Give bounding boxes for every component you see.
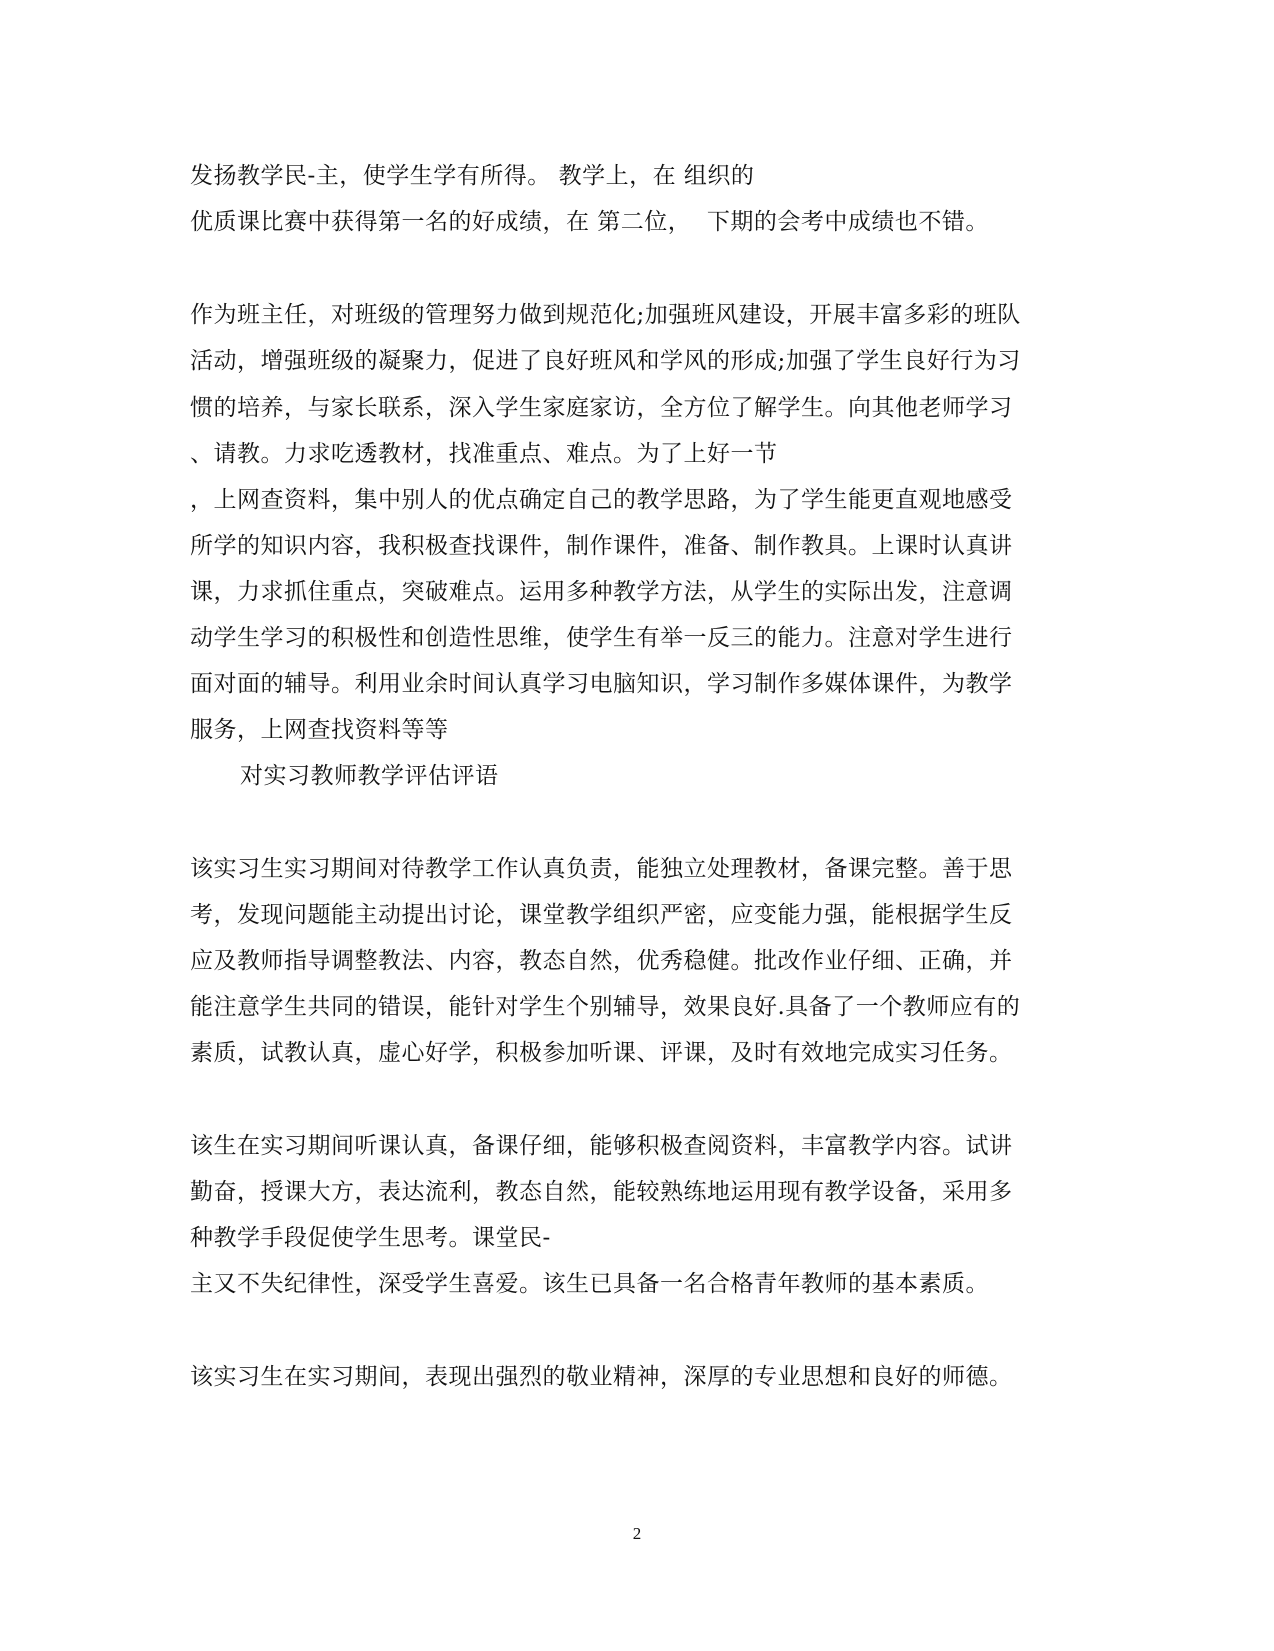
text-line: 作为班主任，对班级的管理努力做到规范化;加强班风建设，开展丰富多彩的班队 — [190, 302, 1021, 328]
text-line: 面对面的辅导。利用业余时间认真学习电脑知识，学习制作多媒体课件，为教学 — [190, 671, 1013, 697]
text-line: 课，力求抓住重点，突破难点。运用多种教学方法，从学生的实际出发，注意调 — [190, 579, 1013, 605]
text-line: 活动，增强班级的凝聚力，促进了良好班风和学风的形成;加强了学生良好行为习 — [190, 348, 1021, 374]
text-line: 该实习生实习期间对待教学工作认真负责，能独立处理教材，备课完整。善于思 — [190, 856, 1013, 882]
text-line: 种教学手段促使学生思考。课堂民- — [190, 1225, 551, 1251]
text-line: 勤奋，授课大方，表达流利，教态自然，能较熟练地运用现有教学设备，采用多 — [190, 1179, 1013, 1205]
section-heading: 对实习教师教学评估评语 — [240, 763, 499, 789]
text-line: 、请教。力求吃透教材，找准重点、难点。为了上好一节 — [190, 441, 778, 467]
text-line: 惯的培养，与家长联系，深入学生家庭家访，全方位了解学生。向其他老师学习 — [190, 395, 1013, 421]
text-line: 该生在实习期间听课认真，备课仔细，能够积极查阅资料，丰富教学内容。试讲 — [190, 1133, 1013, 1159]
text-line: 所学的知识内容，我积极查找课件，制作课件，准备、制作教具。上课时认真讲 — [190, 533, 1013, 559]
text-line: 能注意学生共同的错误，能针对学生个别辅导，效果良好.具备了一个教师应有的 — [190, 994, 1021, 1020]
text-line: 素质，试教认真，虚心好学，积极参加听课、评课，及时有效地完成实习任务。 — [190, 1040, 1013, 1066]
text-line: ，上网查资料，集中别人的优点确定自己的教学思路，为了学生能更直观地感受 — [190, 487, 1013, 513]
text-line: 主又不失纪律性，深受学生喜爱。该生已具备一名合格青年教师的基本素质。 — [190, 1271, 989, 1297]
text-line: 应及教师指导调整教法、内容，教态自然，优秀稳健。批改作业仔细、正确，并 — [190, 948, 1013, 974]
text-line: 优质课比赛中获得第一名的好成绩，在 第二位， 下期的会考中成绩也不错。 — [190, 209, 989, 235]
text-line: 考，发现问题能主动提出讨论，课堂教学组织严密，应变能力强，能根据学生反 — [190, 902, 1013, 928]
text-line: 发扬教学民-主，使学生学有所得。 教学上，在 组织的 — [190, 163, 755, 189]
text-line: 该实习生在实习期间，表现出强烈的敬业精神，深厚的专业思想和良好的师德。 — [190, 1364, 1013, 1390]
text-line: 动学生学习的积极性和创造性思维，使学生有举一反三的能力。注意对学生进行 — [190, 625, 1013, 651]
text-line: 服务，上网查找资料等等 — [190, 717, 449, 743]
page-number: 2 — [632, 1524, 642, 1543]
